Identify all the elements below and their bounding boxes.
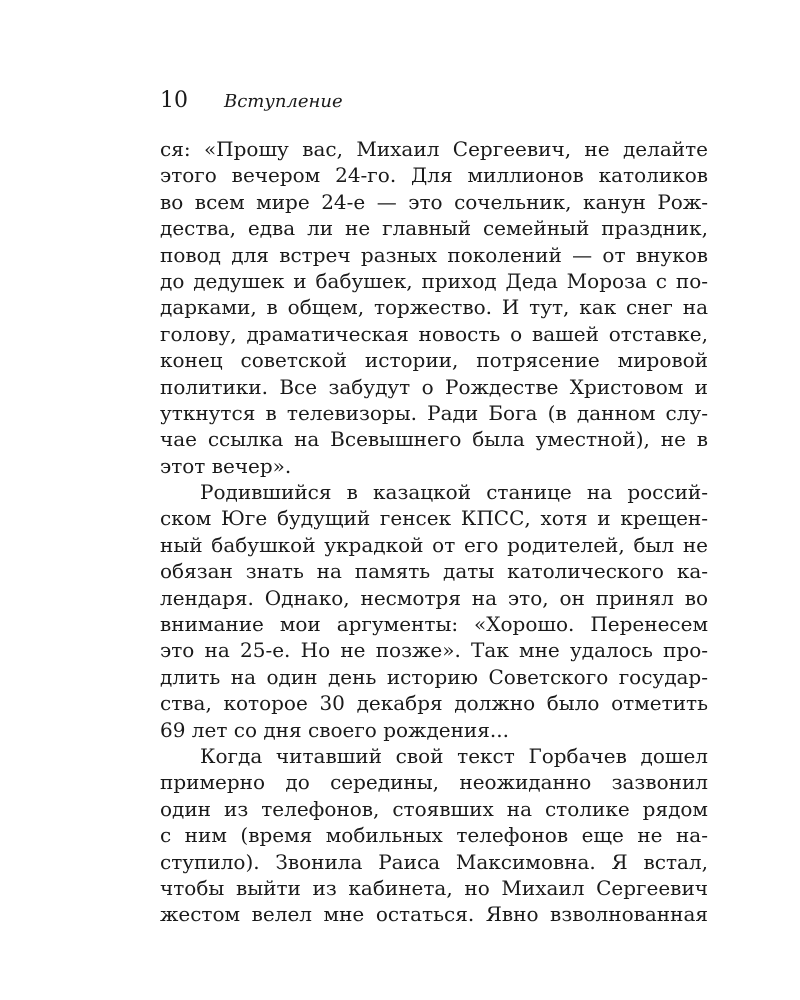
text-line: примерно до середины, неожиданно зазвонил	[160, 770, 708, 795]
text-line: лендаря. Однако, несмотря на это, он принял во	[160, 585, 708, 610]
text-line: чтобы выйти из кабинета, но Михаил Сергеевич	[160, 875, 708, 900]
text-line: повод для встреч разных поколений — от внуков	[160, 242, 708, 267]
text-line: чае ссылка на Всевышнего была уместной), не в	[160, 427, 708, 452]
text-line: внимание мои аргументы: «Хорошо. Перенесем	[160, 612, 708, 637]
text-line: 69 лет со дня своего рождения...	[160, 717, 509, 742]
text-line: с ним (время мобильных телефонов еще не на-	[160, 823, 708, 848]
text-line: этого вечером 24-го. Для миллионов католиков	[160, 163, 708, 188]
text-line: во всем мире 24-е — это сочельник, канун Рож-	[160, 189, 708, 214]
text-line: жестом велел мне остаться. Явно взволнованная	[160, 902, 708, 927]
text-line: ступило). Звонила Раиса Максимовна. Я встал,	[160, 849, 708, 874]
page-number: 10	[160, 88, 188, 113]
text-line: дарками, в общем, торжество. И тут, как снег на	[160, 295, 708, 320]
section-title: Вступление	[224, 91, 343, 112]
paragraph	[160, 479, 708, 743]
text-line: обязан знать на память даты католического ка-	[160, 559, 708, 584]
text-line: длить на один день историю Советского государ-	[160, 664, 708, 689]
text-line: конец советской истории, потрясение мировой	[160, 348, 708, 373]
text-line: ный бабушкой украдкой от его родителей, был не	[160, 532, 708, 557]
text-line: дества, едва ли не главный семейный праздник,	[160, 216, 708, 241]
text-line: ства, которое 30 декабря должно было отметить	[160, 691, 708, 716]
text-line: этот вечер».	[160, 453, 292, 478]
text-line: голову, драматическая новость о вашей отставке,	[160, 321, 708, 346]
text-line: это на 25-е. Но не позже». Так мне удалось про-	[160, 638, 708, 663]
text-line: Родившийся в казацкой станице на россий-	[200, 480, 708, 505]
text-line: до дедушек и бабушек, приход Деда Мороза с по-	[160, 268, 708, 293]
paragraph	[160, 136, 708, 479]
text-line: ском Юге будущий генсек КПСС, хотя и крещен-	[160, 506, 708, 531]
paragraph	[160, 743, 708, 928]
body-text	[160, 136, 708, 928]
text-line: Когда читавший свой текст Горбачев дошел	[200, 743, 708, 768]
text-line: политики. Все забудут о Рождестве Христовом и	[160, 374, 708, 399]
text-line: уткнутся в телевизоры. Ради Бога (в данном слу-	[160, 400, 708, 425]
text-line: ся: «Прошу вас, Михаил Сергеевич, не делайте	[160, 137, 708, 161]
running-head	[160, 88, 343, 118]
text-line: один из телефонов, стоявших на столике рядом	[160, 796, 708, 821]
